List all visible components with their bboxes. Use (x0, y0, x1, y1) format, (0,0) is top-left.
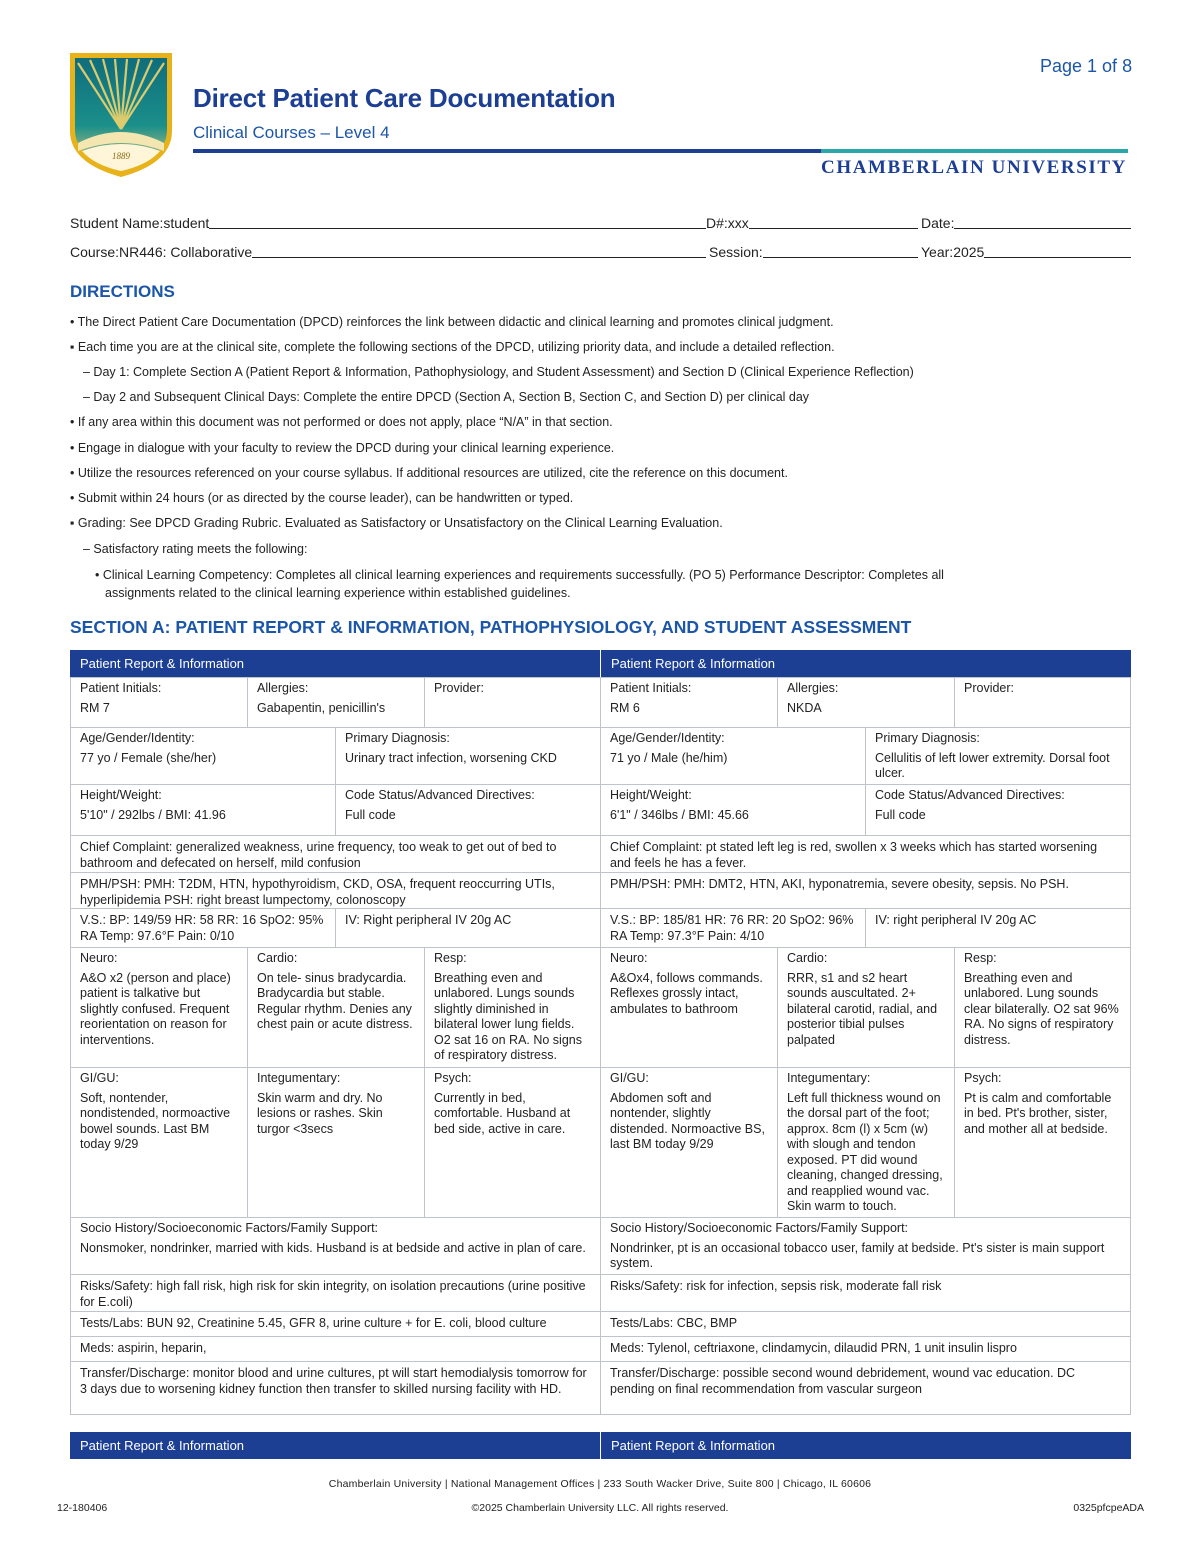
direction-item: ▪ Each time you are at the clinical site, complete the following sections of the DPCD, utilizing priority data, and include a detailed reflection. (70, 340, 835, 354)
label: Age/Gender/Identity: (80, 731, 195, 745)
label: Provider: (964, 681, 1015, 695)
value: Pt is calm and comfortable in bed. Pt's brother, sister, and mother all at bedside. (964, 1090, 1112, 1136)
session-label: Session: (709, 244, 763, 260)
left-age-cell[interactable] (70, 727, 336, 785)
label: Code Status/Advanced Directives: (345, 788, 535, 802)
right-integumentary-cell[interactable] (777, 1067, 955, 1218)
label: Neuro: (610, 951, 648, 965)
left-code-cell[interactable] (335, 784, 601, 836)
value: Chief Complaint: pt stated left leg is red, swollen x 3 weeks which has started worsening and feels he has a fever. (610, 840, 1098, 870)
page-subtitle: Clinical Courses – Level 4 (193, 123, 390, 142)
right-age-cell[interactable] (600, 727, 866, 785)
value: Nondrinker, pt is an occasional tobacco user, family at bedside. Pt's sister is main support system. (610, 1240, 1105, 1270)
page-title: Direct Patient Care Documentation (193, 83, 616, 113)
right-code-cell[interactable] (865, 784, 1131, 836)
label: Allergies: (257, 681, 309, 695)
year-field[interactable] (921, 243, 1131, 260)
label: Primary Diagnosis: (345, 731, 450, 745)
direction-subsubitem: • Clinical Learning Competency: Completes all clinical learning experiences and requirements successfully. (PO 5) Performance Descriptor: Completes all (95, 568, 944, 582)
direction-item: • If any area within this document was not performed or does not apply, place “N/A” in that section. (70, 415, 613, 429)
value: RM 6 (610, 700, 640, 715)
course-label: Course: (70, 244, 120, 260)
label: Patient Initials: (80, 681, 162, 695)
date-field[interactable] (921, 214, 1131, 231)
left-meds-cell[interactable] (70, 1336, 601, 1362)
value: Full code (345, 807, 396, 822)
label: Socio History/Socioeconomic Factors/Family Support: (80, 1221, 379, 1235)
year-label: Year: (921, 244, 954, 260)
value: 71 yo / Male (he/him) (610, 750, 728, 765)
direction-item: • Engage in dialogue with your faculty to review the DPCD during your clinical learning experience. (70, 441, 615, 455)
label: Psych: (434, 1071, 472, 1085)
footer-address: Chamberlain University | National Management Offices | 233 South Wacker Drive, Suite 800 | Chicago, IL 60606 (328, 1478, 872, 1490)
value: Chief Complaint: generalized weakness, urine frequency, too weak to get out of bed to bathroom and defecated on herself, mild confusion (80, 840, 557, 870)
right-patient-initials-cell[interactable] (600, 677, 778, 728)
svg-text:1889: 1889 (112, 151, 130, 161)
right-chief-complaint-cell[interactable] (600, 835, 1131, 873)
label: Integumentary: (257, 1071, 341, 1085)
university-logo (68, 51, 174, 179)
year-value: 2025 (953, 244, 985, 260)
next-table-header-right: Patient Report & Information (601, 1432, 1131, 1459)
direction-subitem: – Satisfactory rating meets the following: (83, 542, 308, 556)
logo-year (112, 151, 131, 161)
right-neuro-cell[interactable] (600, 947, 778, 1068)
right-meds-cell[interactable] (600, 1336, 1131, 1362)
student-name-field[interactable] (70, 214, 706, 231)
direction-subsubitem-cont: assignments related to the clinical learning experience within established guidelines. (105, 586, 571, 600)
direction-item: ▪ Grading: See DPCD Grading Rubric. Evaluated as Satisfactory or Unsatisfactory on the Clinical Learning Evaluation. (70, 516, 723, 530)
label: Patient Initials: (610, 681, 692, 695)
value: IV: right peripheral IV 20g AC (875, 913, 1037, 927)
value: Risks/Safety: high fall risk, high risk for skin integrity, on isolation precautions (urine positive for E.coli) (80, 1279, 586, 1309)
left-gigu-cell[interactable] (70, 1067, 248, 1218)
direction-item: • Utilize the resources referenced on your course syllabus. If additional resources are utilized, cite the reference on this document. (70, 466, 788, 480)
value: Urinary tract infection, worsening CKD (345, 750, 557, 765)
label: Cardio: (787, 951, 828, 965)
value: A&Ox4, follows commands. Reflexes grossly intact, ambulates to bathroom (610, 970, 763, 1016)
footer-copyright: ©2025 Chamberlain University LLC. All rights reserved. (471, 1502, 729, 1514)
value: Breathing even and unlabored. Lung sounds clear bilaterally. O2 sat 96% RA. No signs of respiratory distress. (964, 970, 1119, 1047)
value: 77 yo / Female (she/her) (80, 750, 217, 765)
label: Height/Weight: (610, 788, 692, 802)
value: Tests/Labs: BUN 92, Creatinine 5.45, GFR 8, urine culture + for E. coli, blood culture (80, 1316, 547, 1330)
right-pmh-cell[interactable] (600, 872, 1131, 909)
label: Provider: (434, 681, 485, 695)
value: RRR, s1 and s2 heart sounds auscultated. 2+ bilateral carotid, radial, and posterior tibial pulses palpated (787, 970, 938, 1047)
right-psych-cell[interactable] (954, 1067, 1131, 1218)
right-tests-cell[interactable] (600, 1311, 1131, 1337)
header-rule-teal (821, 149, 1128, 153)
value: Abdomen soft and nontender, slightly distended. Normoactive BS, last BM today 9/29 (610, 1090, 765, 1151)
value: PMH/PSH: PMH: T2DM, HTN, hypothyroidism, CKD, OSA, frequent reoccurring UTIs, hyperlipidemia PSH: right breast lumpectomy, colonoscopy (80, 877, 555, 907)
label: Height/Weight: (80, 788, 162, 802)
value: Transfer/Discharge: possible second wound debridement, wound vac education. DC pending on final recommendation from vascular surgeon (610, 1366, 1076, 1396)
label: Neuro: (80, 951, 118, 965)
value: A&O x2 (person and place) patient is talkative but slightly confused. Frequent reorientation on reason for interventions. (80, 970, 231, 1047)
table-header-left: Patient Report & Information (70, 650, 600, 677)
left-transfer-cell[interactable] (70, 1361, 601, 1415)
value: Soft, nontender, nondistended, normoactive bowel sounds. Last BM today 9/29 (80, 1090, 231, 1151)
student-name-label: Student Name: (70, 215, 164, 231)
brand-wordmark: CHAMBERLAIN UNIVERSITY (821, 157, 1127, 178)
value: 6'1" / 346lbs / BMI: 45.66 (610, 807, 749, 822)
value: Gabapentin, penicillin's (257, 700, 386, 715)
header-rule-blue (193, 149, 821, 153)
direction-subitem: – Day 1: Complete Section A (Patient Report & Information, Pathophysiology, and Student Assessment) and Section D (Clinical Experience Reflection) (83, 365, 914, 379)
label: Resp: (964, 951, 997, 965)
value: Cellulitis of left lower extremity. Dorsal foot ulcer. (875, 750, 1110, 780)
value: On tele- sinus bradycardia. Bradycardia but stable. Regular rhythm. Denies any chest pain or acute distress. (257, 970, 413, 1031)
label: GI/GU: (80, 1071, 119, 1085)
label: Primary Diagnosis: (875, 731, 980, 745)
value: Risks/Safety: risk for infection, sepsis risk, moderate fall risk (610, 1279, 942, 1293)
value: Nonsmoker, nondrinker, married with kids. Husband is at bedside and active in plan of care. (80, 1240, 586, 1255)
label: GI/GU: (610, 1071, 649, 1085)
value: RM 7 (80, 700, 110, 715)
right-transfer-cell[interactable] (600, 1361, 1131, 1415)
value: Currently in bed, comfortable. Husband at bed side, active in care. (434, 1090, 571, 1136)
right-risks-cell[interactable] (600, 1274, 1131, 1312)
right-iv-cell[interactable] (865, 908, 1131, 948)
right-cardio-cell[interactable] (777, 947, 955, 1068)
page-number: Page 1 of 8 (1040, 56, 1133, 76)
value: 5'10" / 292lbs / BMI: 41.96 (80, 807, 226, 822)
section-a-heading: SECTION A: PATIENT REPORT & INFORMATION, PATHOPHYSIOLOGY, AND STUDENT ASSESSMENT (70, 617, 912, 637)
direction-item: • Submit within 24 hours (or as directed by the course leader), can be handwritten or typed. (70, 491, 574, 505)
left-chief-complaint-cell[interactable] (70, 835, 601, 873)
left-diagnosis-cell[interactable] (335, 727, 601, 785)
id-value: xxx (727, 215, 749, 231)
id-label: D#: (706, 215, 728, 231)
id-field[interactable] (706, 214, 918, 231)
value: Left full thickness wound on the dorsal part of the foot; approx. 8cm (l) x 5cm (w) with slough and tendon exposed. PT did wound cleaning, changed dressing, and reapplied wound vac. Skin warm to touch. (787, 1090, 943, 1213)
label: Allergies: (787, 681, 839, 695)
left-risks-cell[interactable] (70, 1274, 601, 1312)
left-height-cell[interactable] (70, 784, 336, 836)
session-field[interactable] (709, 243, 918, 260)
footer-revision-code: 0325pfcpeADA (1073, 1502, 1144, 1514)
footer-doc-code: 12-180406 (57, 1502, 108, 1514)
value: PMH/PSH: PMH: DMT2, HTN, AKI, hyponatremia, severe obesity, sepsis. No PSH. (610, 877, 1069, 891)
course-field[interactable] (70, 243, 706, 260)
right-diagnosis-cell[interactable] (865, 727, 1131, 785)
next-table-header-left: Patient Report & Information (70, 1432, 600, 1459)
right-socio-cell[interactable] (600, 1217, 1131, 1275)
left-tests-cell[interactable] (70, 1311, 601, 1337)
value: IV: Right peripheral IV 20g AC (345, 913, 512, 927)
value: Transfer/Discharge: monitor blood and urine cultures, pt will start hemodialysis tomorrow for 3 days due to worsening kidney function then transfer to skilled nursing facility with HD. (80, 1366, 587, 1396)
value: Tests/Labs: CBC, BMP (610, 1316, 738, 1330)
right-allergies-cell[interactable] (777, 677, 955, 728)
left-pmh-cell[interactable] (70, 872, 601, 909)
value: NKDA (787, 700, 822, 715)
label: Integumentary: (787, 1071, 871, 1085)
left-psych-cell[interactable] (424, 1067, 601, 1218)
course-value: NR446: Collaborative (119, 244, 253, 260)
label: Resp: (434, 951, 467, 965)
right-gigu-cell[interactable] (600, 1067, 778, 1218)
value: Breathing even and unlabored. Lungs sounds slightly diminished in bilateral lower lung fields. O2 sat 16 on RA. No signs of respiratory distress. (434, 970, 582, 1062)
patient-report-table (70, 650, 1131, 1420)
left-provider-cell[interactable] (424, 677, 601, 728)
left-patient-initials-cell[interactable] (70, 677, 248, 728)
label: Socio History/Socioeconomic Factors/Family Support: (610, 1221, 909, 1235)
label: Code Status/Advanced Directives: (875, 788, 1065, 802)
left-vitals-cell[interactable] (70, 908, 336, 948)
right-vitals-cell[interactable] (600, 908, 866, 948)
table-header-right: Patient Report & Information (601, 650, 1131, 677)
right-provider-cell[interactable] (954, 677, 1131, 728)
left-neuro-cell[interactable] (70, 947, 248, 1068)
value: Meds: aspirin, heparin, (80, 1341, 207, 1355)
direction-item: • The Direct Patient Care Documentation (DPCD) reinforces the link between didactic and clinical learning and promotes clinical judgment. (70, 315, 834, 329)
left-iv-cell[interactable] (335, 908, 601, 948)
left-resp-cell[interactable] (424, 947, 601, 1068)
value: Skin warm and dry. No lesions or rashes. Skin turgor <3secs (257, 1090, 383, 1136)
left-integumentary-cell[interactable] (247, 1067, 425, 1218)
label: Age/Gender/Identity: (610, 731, 725, 745)
direction-subitem: – Day 2 and Subsequent Clinical Days: Complete the entire DPCD (Section A, Section B, Section C, and Section D) per clinical day (83, 390, 810, 404)
value: V.S.: BP: 149/59 HR: 58 RR: 16 SpO2: 95% RA Temp: 97.6°F Pain: 0/10 (80, 913, 324, 943)
value: V.S.: BP: 185/81 HR: 76 RR: 20 SpO2: 96% RA Temp: 97.3°F Pain: 4/10 (610, 913, 854, 943)
date-label: Date: (921, 215, 955, 231)
label: Psych: (964, 1071, 1002, 1085)
right-height-cell[interactable] (600, 784, 866, 836)
directions-heading: DIRECTIONS (70, 282, 175, 301)
right-resp-cell[interactable] (954, 947, 1131, 1068)
label: Cardio: (257, 951, 298, 965)
left-cardio-cell[interactable] (247, 947, 425, 1068)
left-socio-cell[interactable] (70, 1217, 601, 1275)
value: Full code (875, 807, 926, 822)
left-allergies-cell[interactable] (247, 677, 425, 728)
value: Meds: Tylenol, ceftriaxone, clindamycin, dilaudid PRN, 1 unit insulin lispro (610, 1341, 1017, 1355)
student-name-value: student (163, 215, 210, 231)
